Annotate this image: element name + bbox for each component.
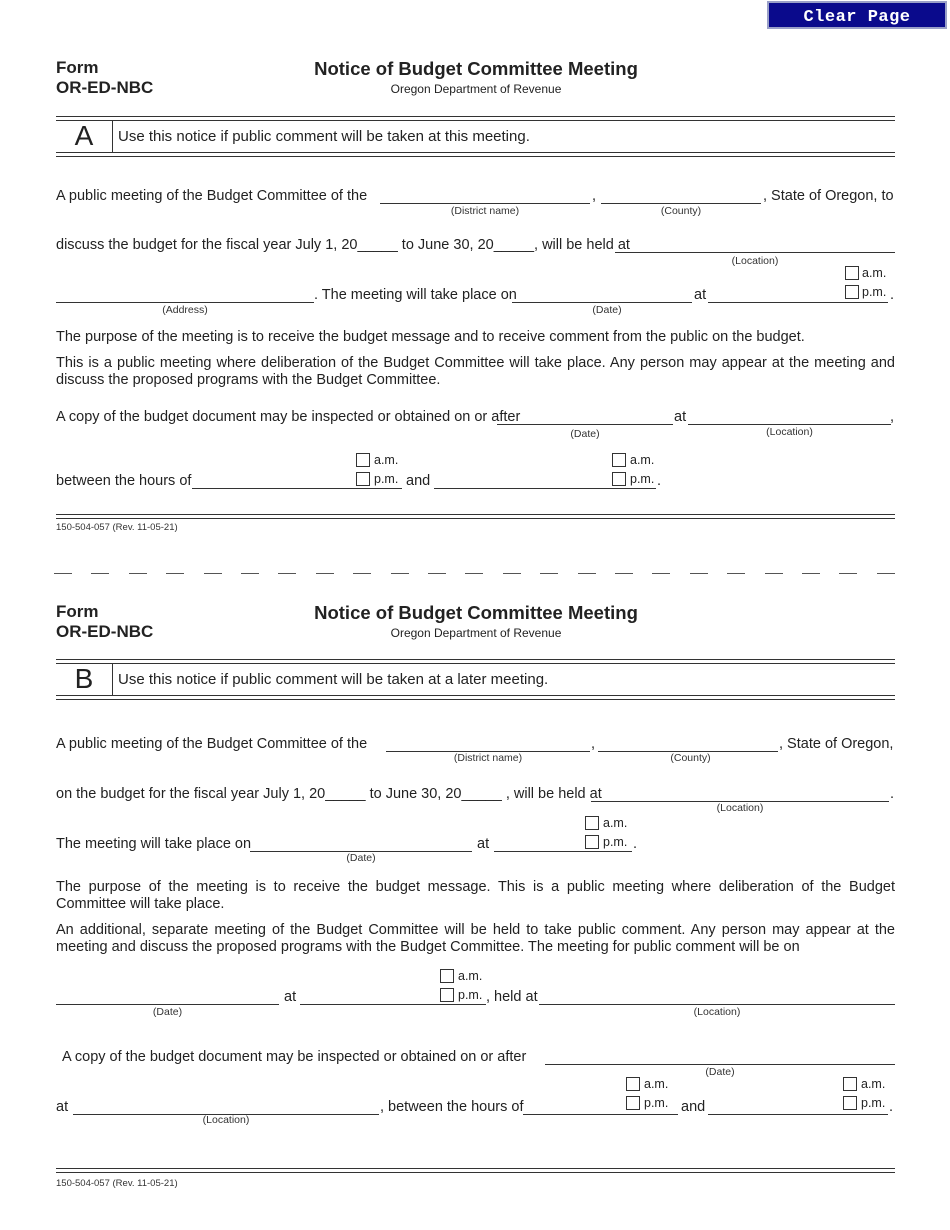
- text-line: The meeting will take place on: [56, 836, 252, 852]
- text-line: , State of Oregon,: [779, 736, 894, 752]
- cut-dash: [727, 573, 745, 574]
- text-line: A copy of the budget document may be inspected or obtained on or after: [56, 409, 521, 425]
- field-label: (Address): [162, 304, 208, 316]
- text-line: .: [657, 473, 662, 489]
- field-label: (Location): [731, 255, 779, 267]
- section-letter: A: [74, 120, 94, 151]
- form-subtitle: Oregon Department of Revenue: [390, 626, 562, 640]
- text-line: .: [633, 836, 638, 852]
- inspect-date-field[interactable]: [497, 424, 673, 425]
- cut-dash: [204, 573, 222, 574]
- am-label: a.m.: [644, 1077, 669, 1091]
- field-label: (District name): [450, 205, 520, 217]
- meeting-time-field[interactable]: [708, 302, 888, 303]
- field-label: (County): [670, 752, 711, 764]
- am-label: a.m.: [374, 453, 399, 467]
- text-line: discuss the budget for the fiscal year July 1, 20_____ to June 30, 20_____, will be held at: [56, 237, 630, 253]
- cut-dash: [765, 573, 783, 574]
- pm-label: p.m.: [862, 285, 887, 299]
- divider: [56, 695, 895, 700]
- text-line: at: [674, 409, 687, 425]
- comment-date-field[interactable]: [56, 1004, 279, 1005]
- comment-location-field[interactable]: [539, 1004, 895, 1005]
- divider: [56, 659, 895, 664]
- section-instruction: Use this notice if public comment will be taken at a later meeting.: [118, 671, 549, 688]
- field-label: (Location): [766, 426, 813, 438]
- text-line: .: [889, 1099, 894, 1115]
- text-line: ,: [591, 736, 596, 752]
- county-field[interactable]: [601, 203, 761, 204]
- meeting-time-field[interactable]: [494, 851, 632, 852]
- cut-dash: [428, 573, 446, 574]
- text-line: and: [406, 473, 431, 489]
- pm-label: p.m.: [603, 835, 628, 849]
- location-field[interactable]: [615, 252, 895, 253]
- text-line: at: [56, 1099, 69, 1115]
- hours-to-field[interactable]: [708, 1114, 888, 1115]
- cut-dash: [241, 573, 259, 574]
- divider: [112, 120, 113, 152]
- cut-dash: [578, 573, 596, 574]
- text-line: A public meeting of the Budget Committee of the: [56, 188, 368, 204]
- text-line: A public meeting of the Budget Committee of the: [56, 736, 368, 752]
- field-label: (Date): [592, 304, 622, 316]
- inspect-date-field[interactable]: [545, 1064, 895, 1065]
- pm-label: p.m.: [374, 472, 399, 486]
- text-line: , held at: [486, 989, 538, 1005]
- cut-dash: [503, 573, 521, 574]
- text-line: and: [681, 1099, 706, 1115]
- cut-dash: [839, 573, 857, 574]
- comment-time-field[interactable]: [300, 1004, 486, 1005]
- divider: [112, 663, 113, 695]
- district-name-field[interactable]: [380, 203, 590, 204]
- paragraph: The purpose of the meeting is to receive the budget message. This is a public meeting where deliberation of the Budget Committee will take place.: [56, 879, 895, 912]
- cut-dash: [54, 573, 72, 574]
- cut-dash: [316, 573, 334, 574]
- paragraph: This is a public meeting where deliberation of the Budget Committee will take place. Any person may appear at the meeting and discuss the proposed programs with the Budget Committee.: [56, 355, 895, 388]
- am-checkbox[interactable]: [843, 1077, 857, 1091]
- form-title: Notice of Budget Committee Meeting: [314, 58, 638, 79]
- cut-dash: [802, 573, 820, 574]
- address-field[interactable]: [56, 302, 314, 303]
- cut-dash: [540, 573, 558, 574]
- form-id: OR-ED-NBC: [56, 78, 154, 97]
- text-line: at: [694, 287, 707, 303]
- field-label: (Location): [202, 1114, 250, 1126]
- text-line: at: [284, 989, 297, 1005]
- text-line: ,: [890, 409, 895, 425]
- text-line: , State of Oregon, to: [763, 188, 894, 204]
- text-line: A copy of the budget document may be inspected or obtained on or after: [62, 1049, 527, 1065]
- am-checkbox[interactable]: [845, 266, 859, 280]
- pm-label: p.m.: [630, 472, 655, 486]
- text-line: . The meeting will take place on: [314, 287, 517, 303]
- divider: [56, 152, 895, 157]
- field-label: (Date): [570, 428, 600, 440]
- pm-checkbox[interactable]: [845, 285, 859, 299]
- paragraph: The purpose of the meeting is to receive the budget message and to receive comment from the public on the budget.: [56, 329, 805, 345]
- text-line: .: [890, 287, 895, 303]
- field-label: (Date): [346, 852, 376, 864]
- am-label: a.m.: [458, 969, 483, 983]
- hours-from-field[interactable]: [523, 1114, 678, 1115]
- form-label: Form: [56, 58, 99, 77]
- inspect-location-field[interactable]: [688, 424, 891, 425]
- cut-dash: [615, 573, 633, 574]
- text-line: .: [890, 786, 895, 802]
- form-code: 150-504-057 (Rev. 11-05-21): [56, 522, 178, 533]
- field-label: (Date): [705, 1066, 735, 1078]
- section-instruction: Use this notice if public comment will be taken at this meeting.: [118, 128, 530, 145]
- cut-dash: [652, 573, 670, 574]
- am-checkbox[interactable]: [626, 1077, 640, 1091]
- hours-to-field[interactable]: [434, 488, 656, 489]
- pm-checkbox[interactable]: [440, 988, 454, 1002]
- field-label: (Date): [152, 1006, 183, 1018]
- am-checkbox[interactable]: [585, 816, 599, 830]
- am-checkbox[interactable]: [612, 453, 626, 467]
- am-label: a.m.: [603, 816, 628, 830]
- divider: [56, 514, 895, 519]
- field-label: (District name): [453, 752, 523, 764]
- cut-dash: [391, 573, 409, 574]
- meeting-date-field[interactable]: [512, 302, 692, 303]
- pm-label: p.m.: [458, 988, 483, 1002]
- text-line: , between the hours of: [380, 1099, 524, 1115]
- cut-dash: [166, 573, 184, 574]
- divider: [56, 116, 895, 121]
- pm-checkbox[interactable]: [626, 1096, 640, 1110]
- cut-dash: [465, 573, 483, 574]
- form-id: OR-ED-NBC: [56, 622, 154, 641]
- pm-checkbox[interactable]: [612, 472, 626, 486]
- text-line: between the hours of: [56, 473, 192, 489]
- section-letter: B: [74, 663, 94, 694]
- pm-label: p.m.: [644, 1096, 669, 1110]
- paragraph: An additional, separate meeting of the Budget Committee will be held to take public comment. Any person may appear at the meeting and discuss the proposed programs with the Budget Committee. The meeting for public comment will be on: [56, 922, 895, 955]
- text-line: at: [477, 836, 490, 852]
- am-label: a.m.: [630, 453, 655, 467]
- cut-dash: [278, 573, 296, 574]
- field-label: (County): [660, 205, 702, 217]
- pm-checkbox[interactable]: [356, 472, 370, 486]
- field-label: (Location): [716, 802, 764, 814]
- cut-dash: [91, 573, 109, 574]
- am-checkbox[interactable]: [440, 969, 454, 983]
- form-title: Notice of Budget Committee Meeting: [314, 602, 638, 623]
- text-line: ,: [592, 188, 597, 204]
- pm-checkbox[interactable]: [843, 1096, 857, 1110]
- divider: [56, 1168, 895, 1173]
- cut-dash: [690, 573, 708, 574]
- text-line: on the budget for the fiscal year July 1, 20_____ to June 30, 20_____ , will be held at: [56, 786, 602, 802]
- field-label: (Location): [693, 1006, 741, 1018]
- pm-checkbox[interactable]: [585, 835, 599, 849]
- cut-dash: [353, 573, 371, 574]
- clear-page-button[interactable]: Clear Page: [767, 1, 947, 29]
- am-label: a.m.: [861, 1077, 886, 1091]
- form-label: Form: [56, 602, 99, 621]
- form-subtitle: Oregon Department of Revenue: [390, 82, 562, 96]
- pm-label: p.m.: [861, 1096, 886, 1110]
- cut-dash: [129, 573, 147, 574]
- am-label: a.m.: [862, 266, 887, 280]
- hours-from-field[interactable]: [192, 488, 402, 489]
- form-code: 150-504-057 (Rev. 11-05-21): [56, 1178, 178, 1189]
- am-checkbox[interactable]: [356, 453, 370, 467]
- cut-dash: [877, 573, 895, 574]
